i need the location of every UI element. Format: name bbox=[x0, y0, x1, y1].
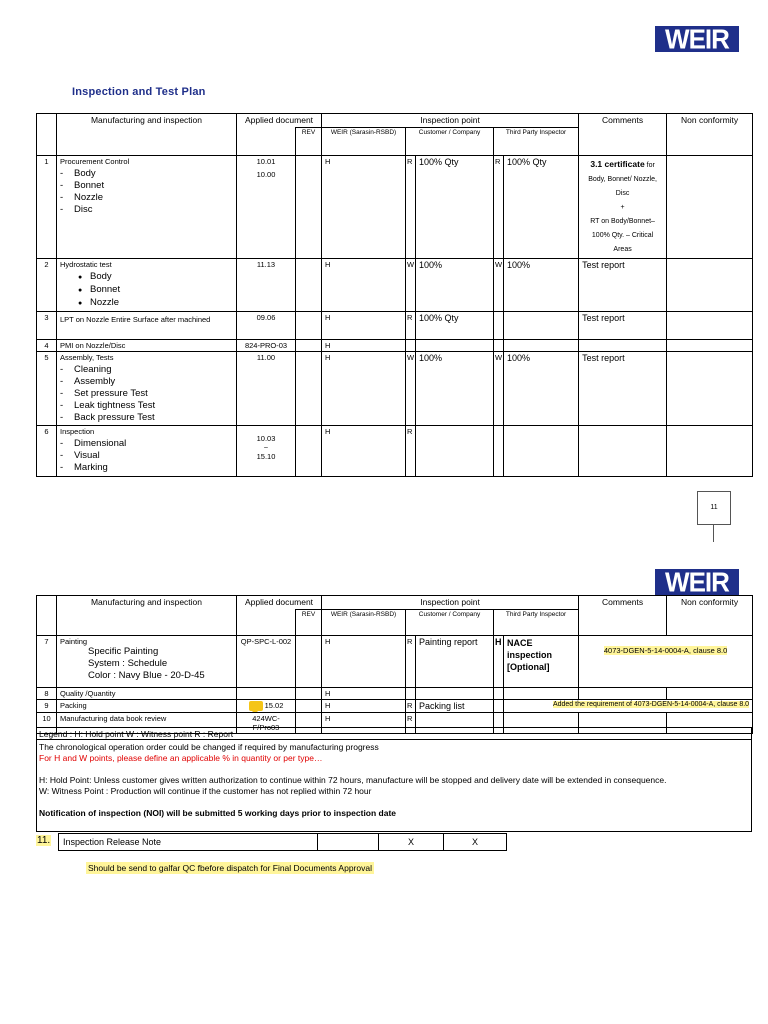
table-row bbox=[37, 636, 753, 688]
list-item: - Visual bbox=[74, 450, 233, 462]
release-mark: X bbox=[379, 834, 444, 851]
row-title: Quality /Quantity bbox=[57, 688, 237, 700]
painting-line: System : Schedule bbox=[88, 658, 168, 669]
row-title: PMI on Nozzle/Disc bbox=[57, 340, 237, 352]
row-number: 1 bbox=[37, 156, 57, 259]
comment-text: Test report bbox=[579, 259, 667, 312]
comment-text: Test report bbox=[579, 352, 667, 426]
header-customer: Customer / Company bbox=[406, 128, 494, 156]
customer-value: Painting report bbox=[416, 636, 494, 688]
row-title: Manufacturing data book review bbox=[57, 713, 237, 734]
customer-code: R bbox=[406, 700, 416, 713]
note-text: W: Witness Point : Production will continue if the customer has not replied within 72 hour bbox=[39, 786, 372, 796]
doc-ref: ~ bbox=[263, 443, 269, 452]
header-customer: Customer / Company bbox=[406, 610, 494, 636]
row-description bbox=[57, 636, 237, 688]
row-description bbox=[57, 426, 237, 477]
list-item: - Bonnet bbox=[74, 180, 233, 192]
weir-code: H bbox=[322, 688, 406, 700]
customer-value: 100% Qty bbox=[416, 156, 494, 259]
tpi-code: H bbox=[494, 636, 504, 688]
table-row bbox=[37, 259, 753, 312]
header-weir: WEIR (Sarasin-RSBD) bbox=[322, 610, 406, 636]
certificate-text: 3.1 certificate bbox=[590, 159, 645, 169]
weir-code: H bbox=[322, 340, 406, 352]
weir-code: H bbox=[322, 156, 406, 259]
list-item: ● Bonnet bbox=[90, 284, 233, 297]
row-title: Assembly, Tests bbox=[60, 353, 114, 362]
release-label: Inspection Release Note bbox=[59, 834, 318, 851]
header-nonconformity: Non conformity bbox=[667, 596, 753, 610]
divider bbox=[713, 524, 714, 542]
customer-value: 100% Qty bbox=[416, 312, 494, 340]
comment-cell bbox=[579, 636, 753, 688]
customer-code: R bbox=[406, 312, 416, 340]
comment-text: + bbox=[620, 204, 625, 211]
doc-ref: 824-PRO-03 bbox=[237, 340, 296, 352]
header-manufacturing: Manufacturing and inspection bbox=[57, 114, 237, 156]
tpi-value: 100% bbox=[504, 259, 579, 312]
comment-text: Areas bbox=[613, 246, 632, 253]
list-item: - Marking bbox=[74, 462, 233, 474]
doc-ref: 10.03 bbox=[256, 434, 276, 443]
table-row bbox=[37, 340, 753, 352]
release-mark: X bbox=[444, 834, 507, 851]
galfar-note: Should be send to galfar QC fbefore dispatch for Final Documents Approval bbox=[88, 863, 372, 873]
customer-code: R bbox=[406, 636, 416, 688]
tpi-line: inspection bbox=[507, 650, 553, 660]
row-description bbox=[57, 352, 237, 426]
doc-ref: 10.00 bbox=[256, 170, 276, 179]
row-title: Packing bbox=[57, 700, 237, 713]
list-item: - Assembly bbox=[74, 376, 233, 388]
header-applied: Applied document bbox=[237, 114, 322, 128]
itp-table-2 bbox=[36, 595, 753, 734]
list-item: - Leak tightness Test bbox=[74, 400, 233, 412]
weir-code: H bbox=[322, 312, 406, 340]
header-weir: WEIR (Sarasin-RSBD) bbox=[322, 128, 406, 156]
list-item: - Set pressure Test bbox=[74, 388, 233, 400]
customer-value: 100% bbox=[416, 259, 494, 312]
header-rev: REV bbox=[296, 128, 322, 156]
table-row bbox=[37, 700, 753, 713]
table-row bbox=[37, 312, 753, 340]
table-row bbox=[37, 426, 753, 477]
comment-text: Body, Bonnet/ Nozzle, bbox=[588, 176, 657, 183]
doc-ref: 424WC-F/Pro03 bbox=[237, 713, 296, 734]
header-comments: Comments bbox=[579, 114, 667, 128]
list-item: - Body bbox=[74, 168, 233, 180]
customer-value: 100% bbox=[416, 352, 494, 426]
row-number: 9 bbox=[37, 700, 57, 713]
page-number-box: 11 bbox=[697, 491, 731, 525]
list-item: ● Nozzle bbox=[90, 297, 233, 310]
list-item: - Dimensional bbox=[74, 438, 233, 450]
tpi-code: R bbox=[494, 156, 504, 259]
note-text: For H and W points, please define an applicable % in quantity or per type… bbox=[39, 753, 323, 763]
tpi-line: [Optional] bbox=[507, 662, 550, 672]
row-title: Procurement Control bbox=[60, 157, 130, 166]
weir-logo: WEIR bbox=[655, 26, 739, 52]
weir-code: H bbox=[322, 352, 406, 426]
header-applied: Applied document bbox=[237, 596, 322, 610]
row-title: LPT on Nozzle Entire Surface after machined bbox=[57, 312, 237, 340]
legend: Legend : H: Hold point W : Witness point R : Report bbox=[36, 727, 752, 740]
note-text: H: Hold Point: Unless customer gives written authorization to continue within 72 hours, manufacture will be stopped and delivery date will be extended in consequence. bbox=[39, 775, 667, 785]
comment-text: for bbox=[644, 162, 655, 169]
customer-code: R bbox=[406, 426, 416, 477]
customer-code: W bbox=[406, 259, 416, 312]
row-title: Inspection bbox=[60, 427, 95, 436]
tpi-value: 100% bbox=[504, 352, 579, 426]
customer-code: R bbox=[406, 713, 416, 734]
weir-logo: WEIR bbox=[655, 569, 739, 595]
header-inspection-point: Inspection point bbox=[322, 596, 579, 610]
header-inspection-point: Inspection point bbox=[322, 114, 579, 128]
row-title: Painting bbox=[60, 637, 88, 646]
list-item: - Disc bbox=[74, 204, 233, 216]
customer-value: Packing list bbox=[416, 700, 494, 713]
header-rev: REV bbox=[296, 610, 322, 636]
tpi-value bbox=[504, 636, 579, 688]
doc-ref: 10.01 bbox=[256, 157, 276, 166]
note-text: Notification of inspection (NOI) will be submitted 5 working days prior to inspection date bbox=[39, 808, 397, 818]
header-tpi: Third Party Inspector bbox=[494, 128, 579, 156]
doc-ref: 11.13 bbox=[237, 259, 296, 312]
doc-ref: 09.06 bbox=[237, 312, 296, 340]
doc-ref: 15.02 bbox=[264, 701, 284, 710]
list-item: - Nozzle bbox=[74, 192, 233, 204]
weir-code: H bbox=[322, 259, 406, 312]
row-number: 10 bbox=[37, 713, 57, 734]
comment-cell bbox=[504, 700, 753, 713]
header-nonconformity: Non conformity bbox=[667, 114, 753, 128]
doc-ref-cell bbox=[237, 700, 296, 713]
tpi-code: W bbox=[494, 259, 504, 312]
tpi-code: W bbox=[494, 352, 504, 426]
release-table bbox=[58, 833, 507, 851]
note-text: The chronological operation order could be changed if required by manufacturing progress bbox=[39, 742, 379, 752]
applied-doc bbox=[237, 426, 296, 477]
row-description bbox=[57, 259, 237, 312]
row-number: 5 bbox=[37, 352, 57, 426]
comment-text: Disc bbox=[615, 190, 630, 197]
customer-code: R bbox=[406, 156, 416, 259]
comment-text: RT on Body/Bonnet– bbox=[590, 218, 655, 225]
doc-ref: QP-SPC-L-002 bbox=[237, 636, 296, 688]
row-number: 8 bbox=[37, 688, 57, 700]
row-number: 2 bbox=[37, 259, 57, 312]
list-item: - Back pressure Test bbox=[74, 412, 233, 424]
doc-ref: 11.00 bbox=[237, 352, 296, 426]
table-row bbox=[37, 352, 753, 426]
itp-table-1 bbox=[36, 113, 753, 477]
row-number: 6 bbox=[37, 426, 57, 477]
release-number: 11. bbox=[37, 835, 51, 846]
row-number: 7 bbox=[37, 636, 57, 688]
row-number: 4 bbox=[37, 340, 57, 352]
tpi-line: NACE bbox=[507, 638, 533, 648]
applied-doc bbox=[237, 156, 296, 259]
header-manufacturing: Manufacturing and inspection bbox=[57, 596, 237, 636]
painting-line: Specific Painting bbox=[88, 646, 159, 657]
page-title: Inspection and Test Plan bbox=[72, 86, 206, 98]
notes-box bbox=[36, 740, 752, 832]
weir-code: H bbox=[322, 636, 406, 688]
painting-line: Color : Navy Blue - 20-D-45 bbox=[88, 670, 205, 681]
tpi-value: 100% Qty bbox=[504, 156, 579, 259]
comment-text: 4073-DGEN-5-14-0004-A, clause 8.0 bbox=[603, 646, 728, 655]
comment-text: 100% Qty. – Critical bbox=[591, 232, 654, 239]
list-item: - Cleaning bbox=[74, 364, 233, 376]
comment-text: Added the requirement of 4073-DGEN-5-14-0004-A, clause 8.0 bbox=[552, 701, 750, 708]
table-row bbox=[37, 156, 753, 259]
weir-code: H bbox=[322, 713, 406, 734]
header-tpi: Third Party Inspector bbox=[494, 610, 579, 636]
comment-icon[interactable] bbox=[249, 701, 263, 711]
row-description bbox=[57, 156, 237, 259]
comment-text: Test report bbox=[579, 312, 667, 340]
header-comments: Comments bbox=[579, 596, 667, 610]
customer-code: W bbox=[406, 352, 416, 426]
row-number: 3 bbox=[37, 312, 57, 340]
weir-code: H bbox=[322, 426, 406, 477]
list-item: ● Body bbox=[90, 271, 233, 284]
comment-cell bbox=[579, 156, 667, 259]
doc-ref: 15.10 bbox=[256, 452, 276, 461]
weir-code: H bbox=[322, 700, 406, 713]
table-row bbox=[37, 688, 753, 700]
row-title: Hydrostatic test bbox=[60, 260, 112, 269]
